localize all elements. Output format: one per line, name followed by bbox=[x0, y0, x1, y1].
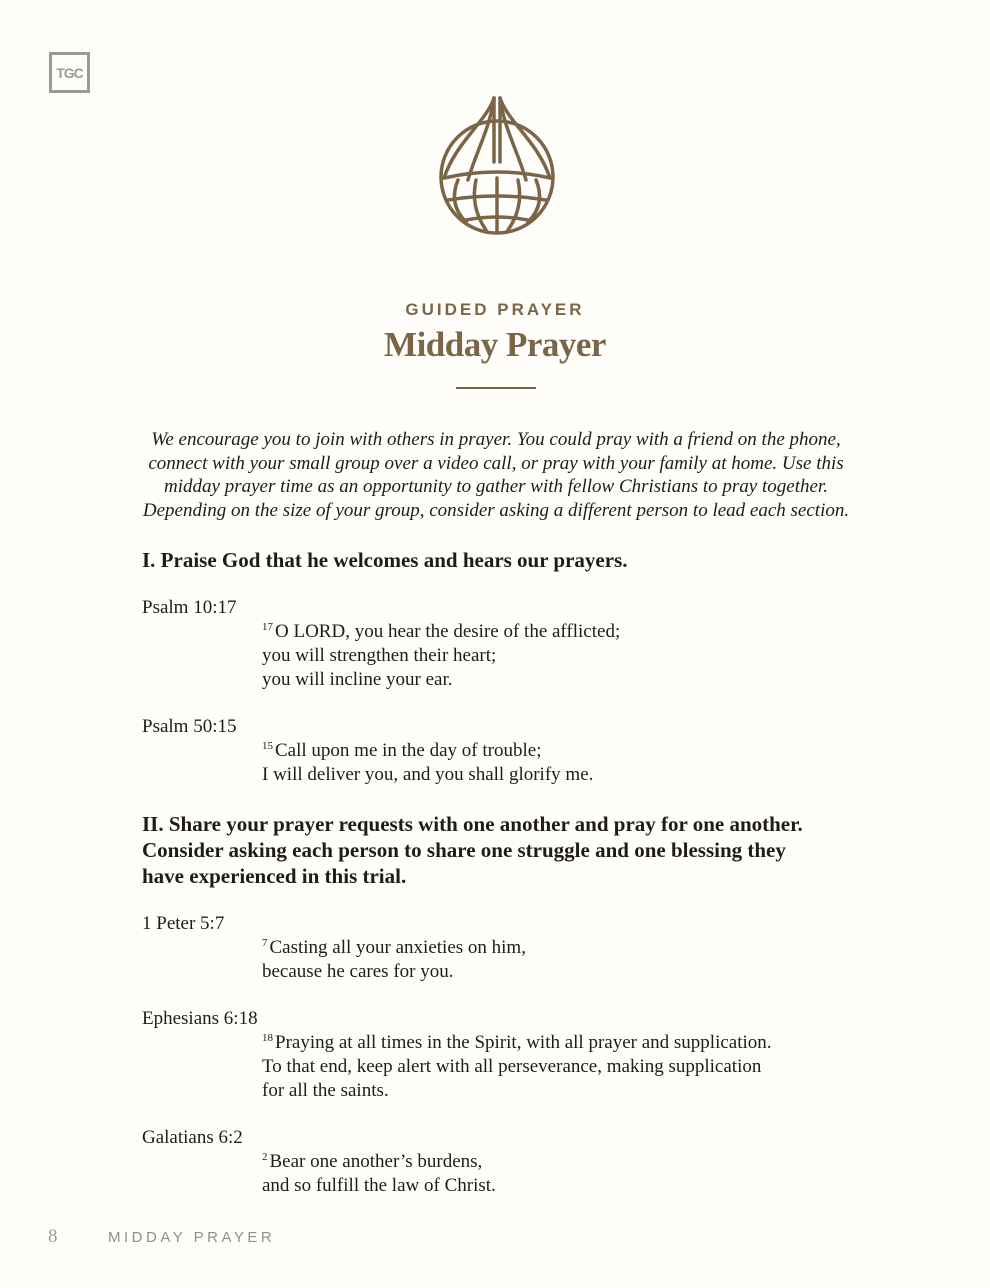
verse-line: O LORD, you hear the desire of the afflicted; bbox=[275, 621, 621, 642]
intro-line: connect with your small group over a video call, or pray with your family at home. Use this bbox=[148, 452, 844, 474]
scripture-reference: Psalm 50:15 bbox=[142, 716, 237, 737]
verse-number: 7 bbox=[262, 937, 268, 949]
praying-hands-globe-icon bbox=[436, 92, 558, 240]
verse-number: 17 bbox=[262, 621, 273, 633]
verse-number: 15 bbox=[262, 740, 273, 752]
section-1-heading: I. Praise God that he welcomes and hears our prayers. bbox=[142, 548, 628, 572]
verse-line: Praying at all times in the Spirit, with all prayer and supplication. bbox=[275, 1032, 772, 1053]
verse-line: you will incline your ear. bbox=[262, 669, 453, 690]
page-title: Midday Prayer bbox=[384, 325, 606, 364]
intro-line: We encourage you to join with others in prayer. You could pray with a friend on the phone, bbox=[151, 429, 841, 450]
verse-line: you will strengthen their heart; bbox=[262, 645, 497, 666]
section-eyebrow: GUIDED PRAYER bbox=[405, 300, 585, 319]
intro-line: Depending on the size of your group, consider asking a different person to lead each section. bbox=[142, 499, 850, 521]
scripture-reference: 1 Peter 5:7 bbox=[142, 913, 225, 934]
scripture-verse bbox=[262, 620, 862, 692]
title-divider bbox=[456, 387, 536, 389]
heading-line: have experienced in this trial. bbox=[142, 864, 407, 888]
scripture-verse bbox=[262, 1031, 862, 1103]
scripture-verse bbox=[262, 739, 862, 787]
scripture-reference: Ephesians 6:18 bbox=[142, 1008, 258, 1029]
intro-line: midday prayer time as an opportunity to gather with fellow Christians to pray together. bbox=[164, 476, 828, 498]
intro-paragraph bbox=[140, 428, 852, 522]
tgc-logo bbox=[49, 52, 90, 93]
verse-number: 2 bbox=[262, 1151, 268, 1163]
running-footer: MIDDAY PRAYER bbox=[108, 1229, 276, 1246]
verse-line: To that end, keep alert with all perseverance, making supplication bbox=[262, 1056, 762, 1077]
heading-line: II. Share your prayer requests with one another and pray for one another. bbox=[142, 812, 803, 836]
scripture-reference: Galatians 6:2 bbox=[142, 1127, 243, 1148]
verse-line: I will deliver you, and you shall glorify me. bbox=[262, 764, 594, 785]
section-2-heading bbox=[142, 811, 842, 889]
heading-line: Consider asking each person to share one struggle and one blessing they bbox=[142, 838, 786, 862]
page-number: 8 bbox=[48, 1226, 58, 1247]
scripture-verse bbox=[262, 936, 862, 984]
verse-line: Call upon me in the day of trouble; bbox=[275, 740, 542, 761]
scripture-verse bbox=[262, 1150, 862, 1198]
verse-line: Casting all your anxieties on him, bbox=[269, 937, 526, 958]
verse-line: and so fulfill the law of Christ. bbox=[262, 1175, 496, 1196]
verse-number: 18 bbox=[262, 1032, 273, 1044]
verse-line: for all the saints. bbox=[262, 1080, 389, 1101]
tgc-logo-text: TGC bbox=[56, 64, 83, 81]
scripture-reference: Psalm 10:17 bbox=[142, 597, 237, 618]
verse-line: because he cares for you. bbox=[262, 961, 454, 982]
verse-line: Bear one another’s burdens, bbox=[269, 1151, 483, 1172]
